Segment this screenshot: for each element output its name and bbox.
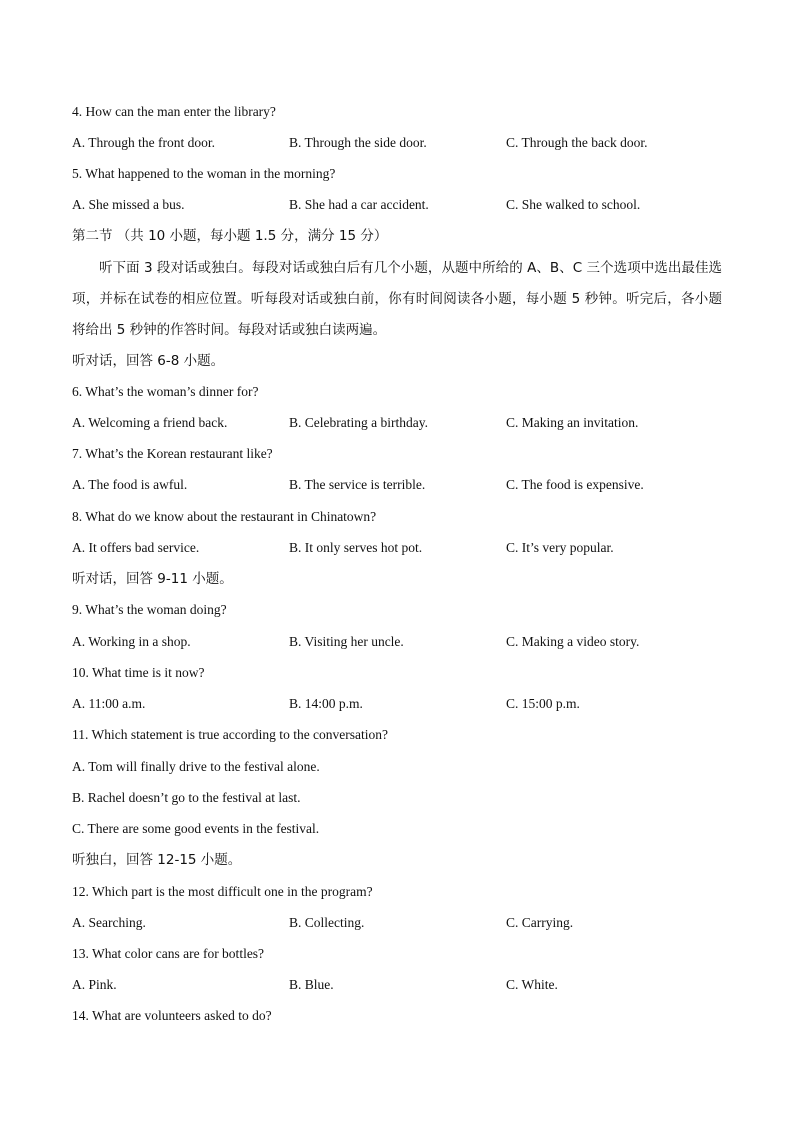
option-13b: B. Blue. bbox=[289, 977, 334, 992]
options-13 bbox=[72, 975, 722, 995]
option-12a: A. Searching. bbox=[72, 915, 146, 930]
options-6 bbox=[72, 413, 722, 433]
option-7c: C. The food is expensive. bbox=[506, 477, 644, 492]
question-12: 12. Which part is the most difficult one in the program? bbox=[72, 884, 373, 899]
question-9: 9. What’s the woman doing? bbox=[72, 602, 227, 617]
section-2-instructions: 听下面 3 段对话或独白。每段对话或独白后有几个小题，从题中所给的 A、B、C 三个选项中选出最佳选项，并标在试卷的相应位置。听每段对话或独白前，你有时间阅读各小题，每小题 5 秒钟。听完后，各小题将给出 5 秒钟的作答时间。每段对话或独白读两遍。 bbox=[72, 260, 722, 338]
option-10b: B. 14:00 p.m. bbox=[289, 696, 363, 711]
option-13c: C. White. bbox=[506, 977, 558, 992]
option-5c: C. She walked to school. bbox=[506, 197, 641, 212]
option-9b: B. Visiting her uncle. bbox=[289, 634, 404, 649]
options-4 bbox=[72, 133, 722, 153]
option-11c: C. There are some good events in the festival. bbox=[72, 821, 320, 836]
option-7b: B. The service is terrible. bbox=[289, 477, 426, 492]
option-8a: A. It offers bad service. bbox=[72, 540, 200, 555]
question-8: 8. What do we know about the restaurant in Chinatown? bbox=[72, 509, 377, 524]
option-6a: A. Welcoming a friend back. bbox=[72, 415, 228, 430]
option-12b: B. Collecting. bbox=[289, 915, 365, 930]
options-5 bbox=[72, 195, 722, 215]
options-8 bbox=[72, 538, 722, 558]
option-9c: C. Making a video story. bbox=[506, 634, 640, 649]
options-12 bbox=[72, 913, 722, 933]
option-10a: A. 11:00 a.m. bbox=[72, 696, 146, 711]
option-8b: B. It only serves hot pot. bbox=[289, 540, 423, 555]
options-10 bbox=[72, 694, 722, 714]
option-4a: A. Through the front door. bbox=[72, 135, 215, 150]
question-13: 13. What color cans are for bottles? bbox=[72, 946, 265, 961]
question-14: 14. What are volunteers asked to do? bbox=[72, 1008, 272, 1023]
option-11b: B. Rachel doesn’t go to the festival at last. bbox=[72, 790, 301, 805]
question-6: 6. What’s the woman’s dinner for? bbox=[72, 384, 259, 399]
option-4c: C. Through the back door. bbox=[506, 135, 648, 150]
question-11: 11. Which statement is true according to the conversation? bbox=[72, 727, 389, 742]
question-10: 10. What time is it now? bbox=[72, 665, 205, 680]
option-9a: A. Working in a shop. bbox=[72, 634, 191, 649]
options-7 bbox=[72, 475, 722, 495]
group-2-label: 听对话，回答 9-11 小题。 bbox=[72, 571, 233, 587]
group-1-label: 听对话，回答 6-8 小题。 bbox=[72, 353, 225, 369]
option-13a: A. Pink. bbox=[72, 977, 117, 992]
question-4: 4. How can the man enter the library? bbox=[72, 104, 276, 119]
question-7: 7. What’s the Korean restaurant like? bbox=[72, 446, 273, 461]
option-6b: B. Celebrating a birthday. bbox=[289, 415, 428, 430]
option-4b: B. Through the side door. bbox=[289, 135, 427, 150]
option-8c: C. It’s very popular. bbox=[506, 540, 614, 555]
group-3-label: 听独白，回答 12-15 小题。 bbox=[72, 852, 242, 868]
option-10c: C. 15:00 p.m. bbox=[506, 696, 580, 711]
options-9 bbox=[72, 632, 722, 652]
option-5b: B. She had a car accident. bbox=[289, 197, 429, 212]
option-6c: C. Making an invitation. bbox=[506, 415, 639, 430]
option-5a: A. She missed a bus. bbox=[72, 197, 185, 212]
section-2-heading: 第二节 （共 10 小题，每小题 1.5 分，满分 15 分） bbox=[72, 228, 388, 244]
question-5: 5. What happened to the woman in the morning? bbox=[72, 166, 336, 181]
option-7a: A. The food is awful. bbox=[72, 477, 188, 492]
option-11a: A. Tom will finally drive to the festival alone. bbox=[72, 759, 320, 774]
option-12c: C. Carrying. bbox=[506, 915, 574, 930]
